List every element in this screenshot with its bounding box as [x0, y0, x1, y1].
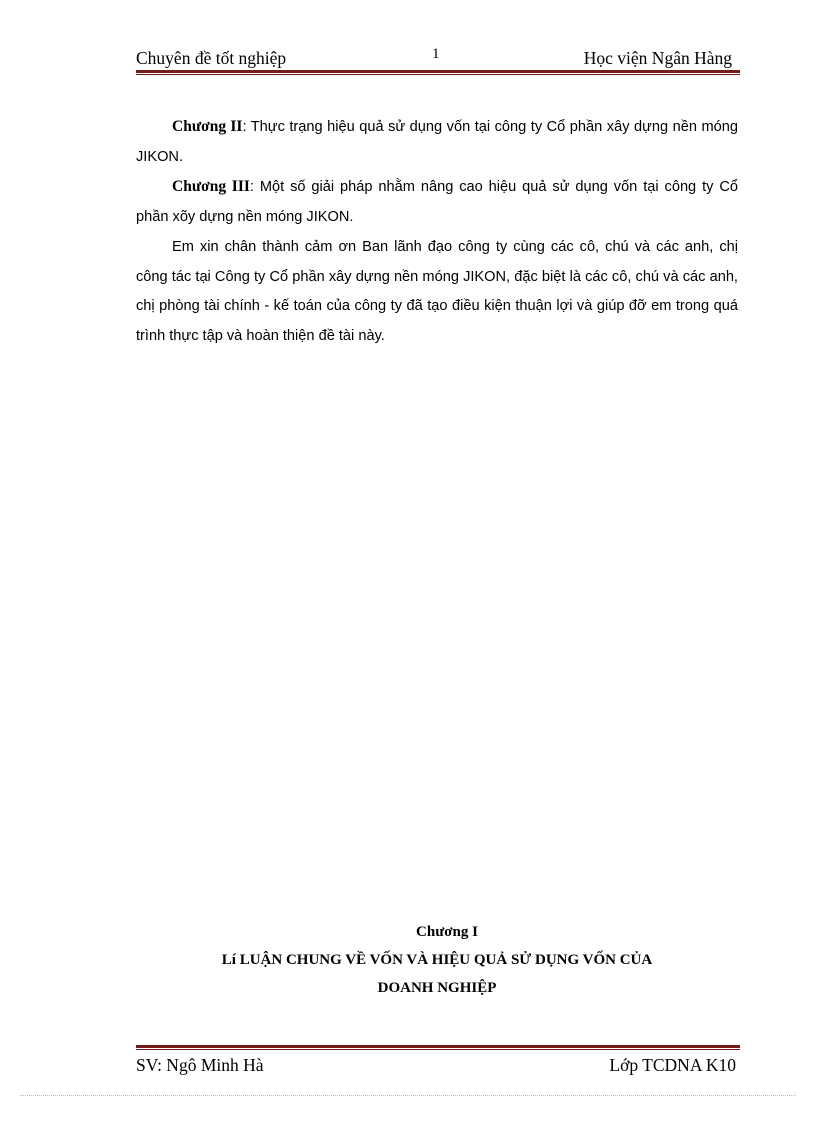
footer-rule: [136, 1045, 740, 1050]
footer-class: Lớp TCDNA K10: [609, 1055, 736, 1075]
page-footer: [136, 1055, 738, 1079]
paragraph-chapter-2: [136, 112, 738, 172]
chapter-title-line-2: DOANH NGHIỆP: [377, 980, 497, 996]
body-text: [136, 112, 738, 352]
page-header: [136, 48, 738, 72]
paragraph-acknowledgement: Em xin chân thành cảm ơn Ban lãnh đạo công ty cùng các cô, chú và các anh, chị công tác tại Công ty Cổ phần xây dựng nền móng JIKON, đặc biệt là các cô, chú và các anh, chị phòng tài chính - kế toán của công ty đã tạo điều kiện thuận lợi và giúp đỡ em trong quá trình thực tập và hoàn thiện đề tài này.: [136, 238, 738, 344]
chapter-3-text: : Một số giải pháp nhằm nâng cao hiệu quả sử dụng vốn tại công ty Cổ phần xõy dựng nền móng JIKON.: [136, 179, 739, 226]
chapter-2-label: Chương II: [172, 118, 243, 135]
header-institution: Học viện Ngân Hàng: [583, 48, 732, 68]
header-title: Chuyên đề tốt nghiệp: [136, 48, 287, 68]
page-number: 1: [432, 46, 440, 62]
chapter-2-text: : Thực trạng hiệu quả sử dụng vốn tại công ty Cổ phần xây dựng nền móng JIKON.: [136, 119, 738, 165]
page-boundary-line: [20, 1095, 796, 1096]
chapter-title-line-1: Lí LUẬN CHUNG VỀ VỐN VÀ HIỆU QUẢ SỬ DỤNG VỐN CỦA: [221, 952, 653, 968]
footer-student: SV: Ngô Minh Hà: [136, 1055, 264, 1075]
header-rule: [136, 70, 740, 75]
chapter-number: Chương I: [416, 924, 478, 940]
chapter-heading: [136, 918, 738, 1002]
chapter-3-label: Chương III: [172, 178, 250, 196]
paragraph-chapter-3: [136, 172, 738, 232]
